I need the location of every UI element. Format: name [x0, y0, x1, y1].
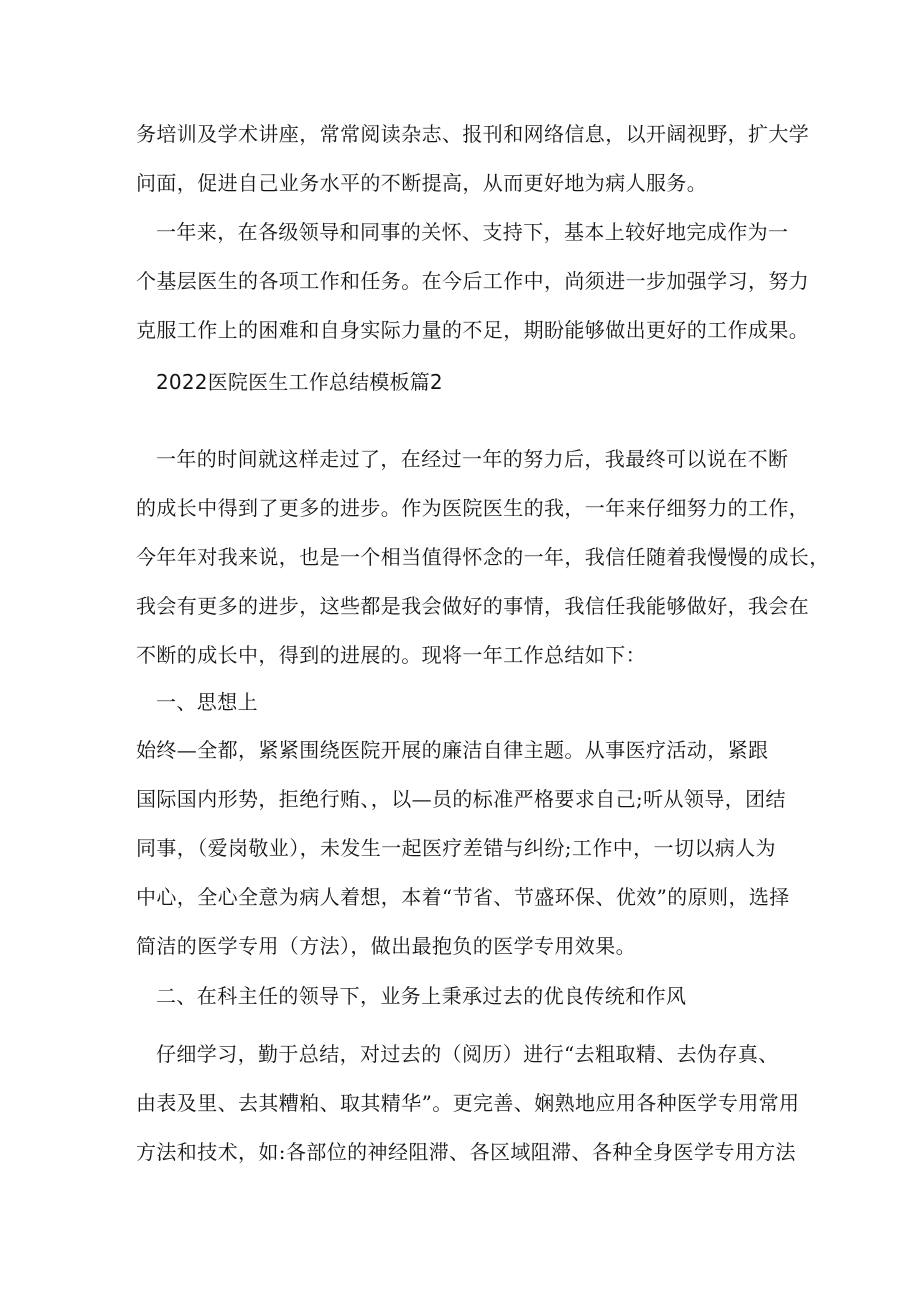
paragraph-line: 务培训及学术讲座，常常阅读杂志、报刊和网络信息，以开阔视野，扩大学: [136, 122, 810, 146]
paragraph-line: 不断的成长中，得到的进展的。现将一年工作总结如下：: [136, 643, 646, 667]
paragraph-line: 国际国内形势，拒绝行贿、，以—员的标准严格要求自己;听从领导，团结: [136, 787, 786, 811]
paragraph-line: 今年年对我来说，也是一个相当值得怀念的一年，我信任随着我慢慢的成长，: [136, 545, 830, 569]
paragraph-line: 克服工作上的困难和自身实际力量的不足，期盼能够做出更好的工作成果。: [136, 318, 810, 342]
paragraph-line: 方法和技术，如:各部位的神经阻滞、各区域阻滞、各种全身医学专用方法: [136, 1140, 796, 1164]
paragraph-line: 仔细学习，勤于总结，对过去的（阅历）进行“去粗取精、去伪存真、: [156, 1042, 779, 1066]
paragraph-line: 同事，（爱岗敬业），未发生一起医疗差错与纠纷;工作中，一切以病人为: [136, 836, 776, 860]
paragraph-line: 我会有更多的进步，这些都是我会做好的事情，我信任我能够做好，我会在: [136, 594, 810, 618]
section-title: 2022医院医生工作总结模板篇2: [156, 370, 443, 394]
paragraph-line: 简洁的医学专用（方法），做出最抱负的医学专用效果。: [136, 934, 636, 958]
paragraph-line: 由表及里、去其糟粕、取其精华”。更完善、娴熟地应用各种医学专用常用: [136, 1091, 800, 1115]
paragraph-line: 问面，促进自己业务水平的不断提高，从而更好地为病人服务。: [136, 171, 708, 195]
paragraph-line: 中心，全心全意为病人着想，本着“节省、节盛环保、优效”的原则，选择: [136, 885, 790, 909]
subheading-thought: 一、思想上: [156, 690, 258, 714]
paragraph-line: 始终—全都，紧紧围绕医院开展的廉洁自律主题。从事医疗活动，紧跟: [136, 738, 769, 762]
paragraph-line: 一年来，在各级领导和同事的关怀、支持下，基本上较好地完成作为一: [156, 220, 789, 244]
paragraph-line: 一年的时间就这样走过了，在经过一年的努力后，我最终可以说在不断: [156, 447, 789, 471]
paragraph-line: 的成长中得到了更多的进步。作为医院医生的我，一年来仔细努力的工作，: [136, 496, 810, 520]
subheading-business: 二、在科主任的领导下，业务上秉承过去的优良传统和作风: [156, 984, 687, 1008]
paragraph-line: 个基层医生的各项工作和任务。在今后工作中，尚须进一步加强学习，努力: [136, 269, 810, 293]
